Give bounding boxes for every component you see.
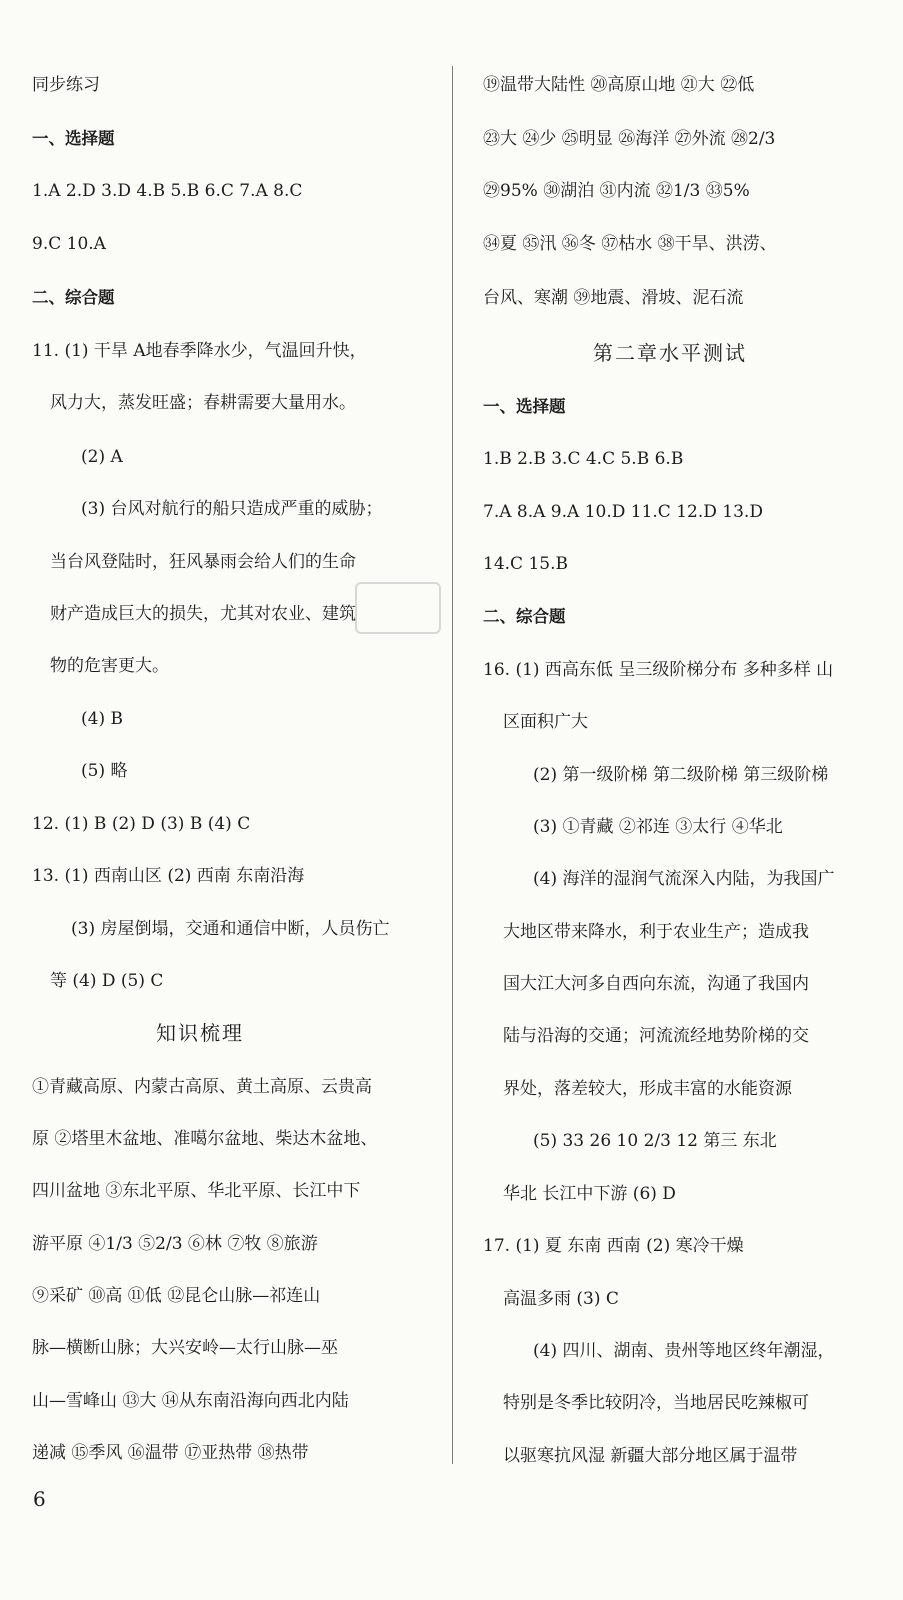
left-line: ⑨采矿 ⑩高 ⑪低 ⑫昆仑山脉—祁连山 (32, 1286, 321, 1306)
left-line: 山—雪峰山 ⑬大 ⑭从东南沿海向西北内陆 (32, 1391, 349, 1411)
right-line: 以驱寒抗风湿 新疆大部分地区属于温带 (503, 1446, 798, 1466)
page-number: 6 (33, 1487, 46, 1511)
left-line: 同步练习 (32, 75, 100, 95)
right-line: (3) ①青藏 ②祁连 ③太行 ④华北 (533, 817, 783, 837)
watermark-stamp (355, 582, 441, 634)
left-line: 13. (1) 西南山区 (2) 西南 东南沿海 (32, 866, 305, 886)
left-line: 财产造成巨大的损失，尤其对农业、建筑 (50, 604, 356, 624)
column-divider (452, 66, 453, 1464)
left-line: 原 ②塔里木盆地、准噶尔盆地、柴达木盆地、 (32, 1129, 378, 1149)
right-line: 第二章水平测试 (593, 341, 747, 365)
left-line: 知识梳理 (156, 1021, 244, 1045)
left-line: 风力大，蒸发旺盛；春耕需要大量用水。 (50, 393, 356, 413)
left-line: (3) 房屋倒塌，交通和通信中断，人员伤亡 (71, 919, 390, 939)
left-line: 四川盆地 ③东北平原、华北平原、长江中下 (32, 1181, 361, 1201)
right-line: 特别是冬季比较阴冷，当地居民吃辣椒可 (503, 1393, 809, 1413)
left-line: 12. (1) B (2) D (3) B (4) C (32, 814, 251, 834)
right-line: 大地区带来降水，利于农业生产；造成我 (503, 922, 809, 942)
left-line: 二、综合题 (32, 288, 115, 307)
left-line: 物的危害更大。 (50, 656, 169, 676)
right-line: 台风、寒潮 ㊴地震、滑坡、泥石流 (483, 288, 744, 308)
right-line: 7.A 8.A 9.A 10.D 11.C 12.D 13.D (483, 502, 763, 522)
right-line: 17. (1) 夏 东南 西南 (2) 寒冷干燥 (483, 1236, 744, 1256)
right-line: (4) 四川、湖南、贵州等地区终年潮湿， (533, 1341, 835, 1361)
left-line: (5) 略 (81, 761, 128, 781)
right-line: 一、选择题 (483, 397, 566, 416)
left-line: 当台风登陆时，狂风暴雨会给人们的生命 (50, 552, 356, 572)
right-line: 高温多雨 (3) C (503, 1289, 619, 1309)
right-line: 陆与沿海的交通；河流流经地势阶梯的交 (503, 1026, 809, 1046)
left-line: 11. (1) 干旱 A地春季降水少，气温回升快， (32, 341, 367, 361)
left-line: 1.A 2.D 3.D 4.B 5.B 6.C 7.A 8.C (32, 181, 303, 201)
left-line: 脉—横断山脉；大兴安岭—太行山脉—巫 (32, 1338, 338, 1358)
left-line: 游平原 ④1/3 ⑤2/3 ⑥林 ⑦牧 ⑧旅游 (32, 1234, 318, 1254)
right-line: ㉞夏 ㉟汛 ㊱冬 ㊲枯水 ㊳干旱、洪涝、 (483, 234, 777, 254)
right-line: 16. (1) 西高东低 呈三级阶梯分布 多种多样 山 (483, 660, 834, 680)
left-line: 一、选择题 (32, 129, 115, 148)
right-line: 区面积广大 (503, 712, 588, 732)
left-line: (4) B (81, 709, 123, 729)
left-line: ①青藏高原、内蒙古高原、黄土高原、云贵高 (32, 1077, 372, 1097)
right-line: 二、综合题 (483, 607, 566, 626)
watermark-logo (700, 1500, 714, 1546)
left-line: 递减 ⑮季风 ⑯温带 ⑰亚热带 ⑱热带 (32, 1443, 309, 1463)
left-line: 等 (4) D (5) C (50, 971, 164, 991)
right-line: ㉙95% ㉚湖泊 ㉛内流 ㉜1/3 ㉝5% (483, 181, 750, 201)
right-line: ㉓大 ㉔少 ㉕明显 ㉖海洋 ㉗外流 ㉘2/3 (483, 129, 776, 149)
right-line: 14.C 15.B (483, 554, 568, 574)
right-line: (5) 33 26 10 2/3 12 第三 东北 (533, 1131, 777, 1151)
left-line: (2) A (81, 447, 123, 467)
left-line: 9.C 10.A (32, 234, 106, 254)
right-line: (4) 海洋的湿润气流深入内陆，为我国广 (533, 869, 835, 889)
right-line: (2) 第一级阶梯 第二级阶梯 第三级阶梯 (533, 765, 829, 785)
right-line: 国大江大河多自西向东流，沟通了我国内 (503, 974, 809, 994)
right-line: 1.B 2.B 3.C 4.C 5.B 6.B (483, 449, 684, 469)
left-line: (3) 台风对航行的船只造成严重的威胁； (81, 499, 383, 519)
right-line: 华北 长江中下游 (6) D (503, 1184, 676, 1204)
right-line: 界处，落差较大，形成丰富的水能资源 (503, 1079, 792, 1099)
right-line: ⑲温带大陆性 ⑳高原山地 ㉑大 ㉒低 (483, 75, 755, 95)
